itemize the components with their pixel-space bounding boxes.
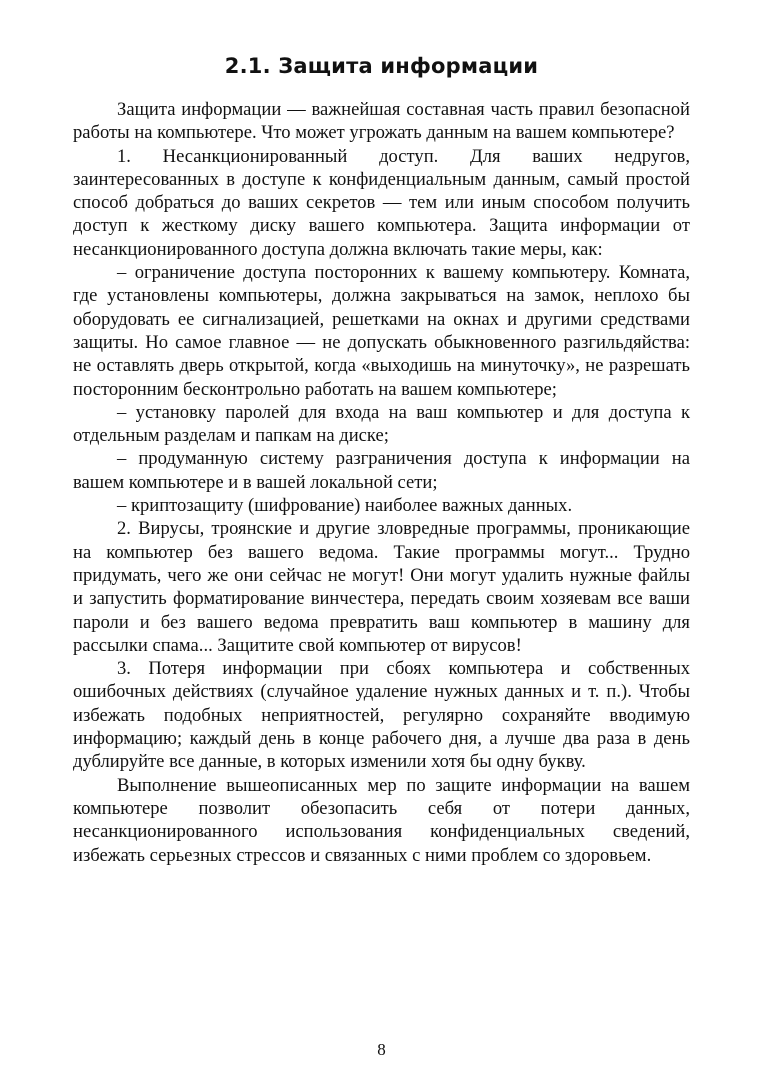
paragraph-viruses: 2. Вирусы, троянские и другие зловредные программы, проникающие на компьютер без вашего ведома. Такие программы могут... Трудно придумать, чего же они сейчас не могут! Они могут удалить нужные файлы и запустить форматирование винчестера, передать своим хозяевам все ваши пароли и без вашего ведома превратить ваш компьютер в машину для рассылки спама... Защитите свой компьютер от вирусов! <box>73 518 690 656</box>
list-item-restrict-access: – ограничение доступа посторонних к вашему компьютеру. Комната, где установлены компьютеры, должна закрываться на замок, неплохо бы оборудовать ее сигнализацией, решетками на окнах и другими средствами защиты. Но самое главное — не допускать обыкновенного разгильдяйства: не оставлять дверь открытой, когда «выходишь на минуточку», не разрешать посторонним бесконтрольно работать на вашем компьютере; <box>73 262 690 400</box>
paragraph-data-loss: 3. Потеря информации при сбоях компьютера и собственных ошибочных действиях (случайное удаление нужных данных и т. п.). Чтобы избежать подобных неприятностей, регулярно сохраняйте вводимую информацию; каждый день в конце рабочего дня, а лучше два раза в день дублируйте все данные, в которых изменили хотя бы одну букву. <box>73 658 690 773</box>
section-heading: 2.1. Защита информации <box>224 54 539 78</box>
list-item-encryption: – криптозащиту (шифрование) наиболее важных данных. <box>117 495 573 517</box>
paragraph-conclusion: Выполнение вышеописанных мер по защите информации на вашем компьютере позволит обезопасить себя от потери данных, несанкционированного использования конфиденциальных сведений, избежать серьезных стрессов и связанных с ними проблем со здоровьем. <box>73 774 690 866</box>
paragraph-intro: Защита информации — важнейшая составная часть правил безопасной работы на компьютере. Что может угрожать данным на вашем компьютере? <box>73 99 690 144</box>
body-text <box>73 98 690 867</box>
page-number: 8 <box>377 1040 386 1059</box>
list-item-access-system: – продуманную систему разграничения доступа к информации на вашем компьютере и в вашей локальной сети; <box>73 448 690 493</box>
list-item-passwords: – установку паролей для входа на ваш компьютер и для доступа к отдельным разделам и папкам на диске; <box>73 401 690 447</box>
paragraph-unauthorized-access: 1. Несанкционированный доступ. Для ваших недругов, заинтересованных в доступе к конфиденциальным данным, самый простой способ добраться до ваших секретов — тем или иным способом получить доступ к жесткому диску вашего компьютера. Защита информации от несанкционированного доступа должна включать такие меры, как: <box>73 145 690 260</box>
